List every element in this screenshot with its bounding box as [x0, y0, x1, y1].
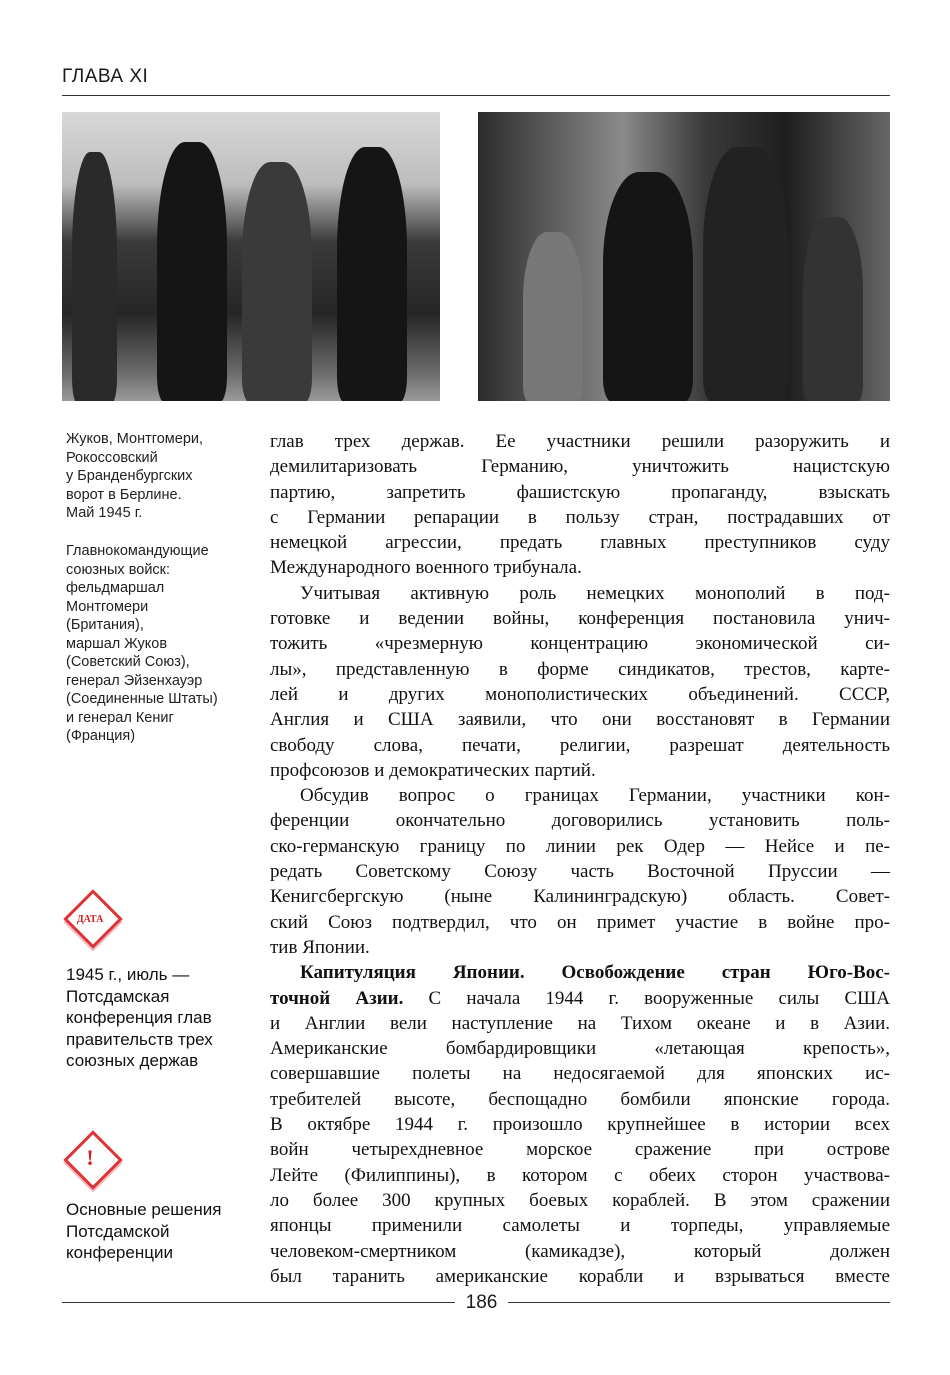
text-line	[270, 429, 890, 454]
text-line	[270, 859, 890, 884]
text-line-content: партию, запретить фашистскую пропаганду, взыскать	[270, 481, 890, 503]
text-line-content: С начала 1944 г. вооруженные силы США	[403, 987, 891, 1009]
main-text	[270, 429, 890, 1289]
text-line	[270, 910, 890, 935]
text-line	[270, 657, 890, 682]
footer-divider-right	[508, 1302, 890, 1303]
text-line	[270, 480, 890, 505]
text-line-content: демилитаризовать Германию, уничтожить нацистскую	[270, 456, 890, 478]
note-line: Основные решения	[66, 1200, 222, 1219]
caption-line: ворот в Берлине.	[66, 486, 182, 503]
text-line-content: человеком-смертником (камикадзе), который должен	[270, 1240, 890, 1262]
caption-line: Рокоссовский	[66, 449, 158, 466]
text-line	[270, 935, 890, 960]
caption-line: союзных войск:	[66, 561, 171, 578]
text-line-content: требителей высоте, беспощадно бомбили японские города.	[270, 1088, 890, 1110]
photo-zhukov-montgomery-brandenburg-gate	[62, 112, 440, 401]
text-line	[270, 783, 890, 808]
text-line-content: войн четырехдневное морское сражение при острове	[270, 1139, 890, 1161]
exclamation-icon-label: !	[86, 1145, 94, 1170]
text-line	[270, 581, 890, 606]
text-line	[270, 1188, 890, 1213]
text-line-content: свободу слова, печати, религии, разрешат деятельность	[270, 734, 890, 756]
text-line-content: ференции окончательно договорились установить поль-	[270, 810, 890, 832]
text-line-content: Учитывая активную роль немецких монополий в под-	[300, 582, 890, 604]
text-line-content: ско-германскую границу по линии рек Одер — Нейсе и пе-	[270, 835, 890, 857]
text-line-content: Международного военного трибунала.	[270, 557, 582, 579]
important-note	[66, 1199, 256, 1264]
text-line-content: тив Японии.	[270, 936, 370, 958]
text-line	[270, 1011, 890, 1036]
text-line	[270, 505, 890, 530]
text-line-content: Лейте (Филиппины), в котором с обеих сторон участвова-	[270, 1164, 890, 1186]
caption-line: у Бранденбургских	[66, 468, 193, 484]
text-line	[270, 986, 890, 1011]
caption-line: фельдмаршал	[66, 580, 165, 596]
text-line-content: Обсудив вопрос о границах Германии, участники кон-	[300, 785, 890, 807]
text-line-content: совершавшие полеты на недосягаемой для японских ис-	[270, 1063, 890, 1085]
note-line: 1945 г., июль —	[66, 965, 190, 984]
date-note	[66, 964, 256, 1072]
note-line: Потсдамская	[66, 986, 170, 1006]
text-line	[270, 834, 890, 859]
text-line	[270, 733, 890, 758]
photo-allied-commanders-saluting	[478, 112, 890, 401]
text-line-content: немецкой агрессии, предать главных преступников суду	[270, 532, 890, 554]
text-line	[270, 631, 890, 656]
text-line-content: японцы применили самолеты и торпеды, управляемые	[270, 1215, 890, 1237]
caption-line: (Франция)	[66, 728, 136, 744]
text-line	[270, 454, 890, 479]
text-line-content: ло более 300 крупных боевых кораблей. В этом сражении	[270, 1189, 890, 1211]
caption-line: (Соединенные Штаты)	[66, 691, 218, 707]
text-line	[270, 1239, 890, 1264]
text-line-content: тожить «чрезмерную концентрацию экономической си-	[270, 633, 890, 655]
text-line	[270, 707, 890, 732]
text-line-content: лей и других монополистических объединений. СССР,	[270, 683, 890, 705]
text-line-content: лы», представленную в форме синдикатов, трестов, карте-	[270, 658, 890, 680]
text-line	[270, 808, 890, 833]
text-line-content: и Англии вели наступление на Тихом океане и в Азии.	[270, 1012, 890, 1034]
text-line	[270, 530, 890, 555]
chapter-title: ГЛАВА XI	[62, 66, 149, 87]
text-line-content: редать Советскому Союзу часть Восточной Пруссии —	[270, 861, 890, 883]
text-line-content: был таранить американские корабли и взрываться вместе	[270, 1265, 890, 1287]
page-number: 186	[465, 1292, 498, 1313]
text-line	[270, 1163, 890, 1188]
text-line-content: глав трех держав. Ее участники решили разоружить и	[270, 431, 890, 452]
section-heading: Капитуляция Японии. Освобождение стран Юго-Вос-	[300, 962, 890, 984]
date-icon-label: ДАТА	[76, 914, 104, 925]
caption-line: генерал Эйзенхауэр	[66, 672, 203, 689]
header-divider	[62, 95, 890, 96]
text-line	[270, 1036, 890, 1061]
text-line	[270, 555, 890, 580]
text-line-content: В октябре 1944 г. произошло крупнейшее в истории всех	[270, 1114, 890, 1136]
note-line: союзных держав	[66, 1051, 199, 1070]
note-line: конференции	[66, 1243, 173, 1262]
text-line-content: Кенигсбергскую (ныне Калининградскую) область. Совет-	[270, 886, 890, 908]
photo1-caption	[66, 430, 256, 523]
text-line	[270, 1213, 890, 1238]
photo2-caption	[66, 542, 256, 746]
text-line	[270, 758, 890, 783]
text-line	[270, 1061, 890, 1086]
section-heading: точной Азии.	[270, 987, 404, 1009]
caption-line: маршал Жуков	[66, 635, 168, 652]
caption-line: (Британия),	[66, 617, 144, 633]
caption-line: (Советский Союз),	[66, 654, 190, 670]
text-line-content: с Германии репарации в пользу стран, пострадавших от	[270, 506, 890, 528]
caption-line: и генерал Кениг	[66, 709, 174, 726]
text-line	[270, 1112, 890, 1137]
text-line-content: Американские бомбардировщики «летающая крепость»,	[270, 1038, 890, 1060]
text-line-content: готовке и ведении войны, конференция постановила унич-	[270, 608, 890, 630]
text-line	[270, 960, 890, 985]
text-line-content: ский Союз подтвердил, что он примет участие в войне про-	[270, 911, 890, 933]
caption-line: Жуков, Монтгомери,	[66, 431, 204, 447]
note-line: правительств трех	[66, 1029, 213, 1049]
note-line: конференция глав	[66, 1008, 212, 1027]
text-line-content: профсоюзов и демократических партий.	[270, 759, 596, 781]
footer-divider-left	[62, 1302, 455, 1303]
text-line	[270, 1137, 890, 1162]
note-line: Потсдамской	[66, 1221, 170, 1241]
caption-line: Май 1945 г.	[66, 505, 143, 521]
text-line	[270, 884, 890, 909]
text-line	[270, 606, 890, 631]
text-line-content: Англия и США заявили, что они восстановят в Германии	[270, 709, 890, 731]
caption-line: Монтгомери	[66, 598, 149, 615]
text-line	[270, 1087, 890, 1112]
text-line	[270, 682, 890, 707]
caption-line: Главнокомандующие	[66, 543, 209, 559]
text-line	[270, 1264, 890, 1289]
